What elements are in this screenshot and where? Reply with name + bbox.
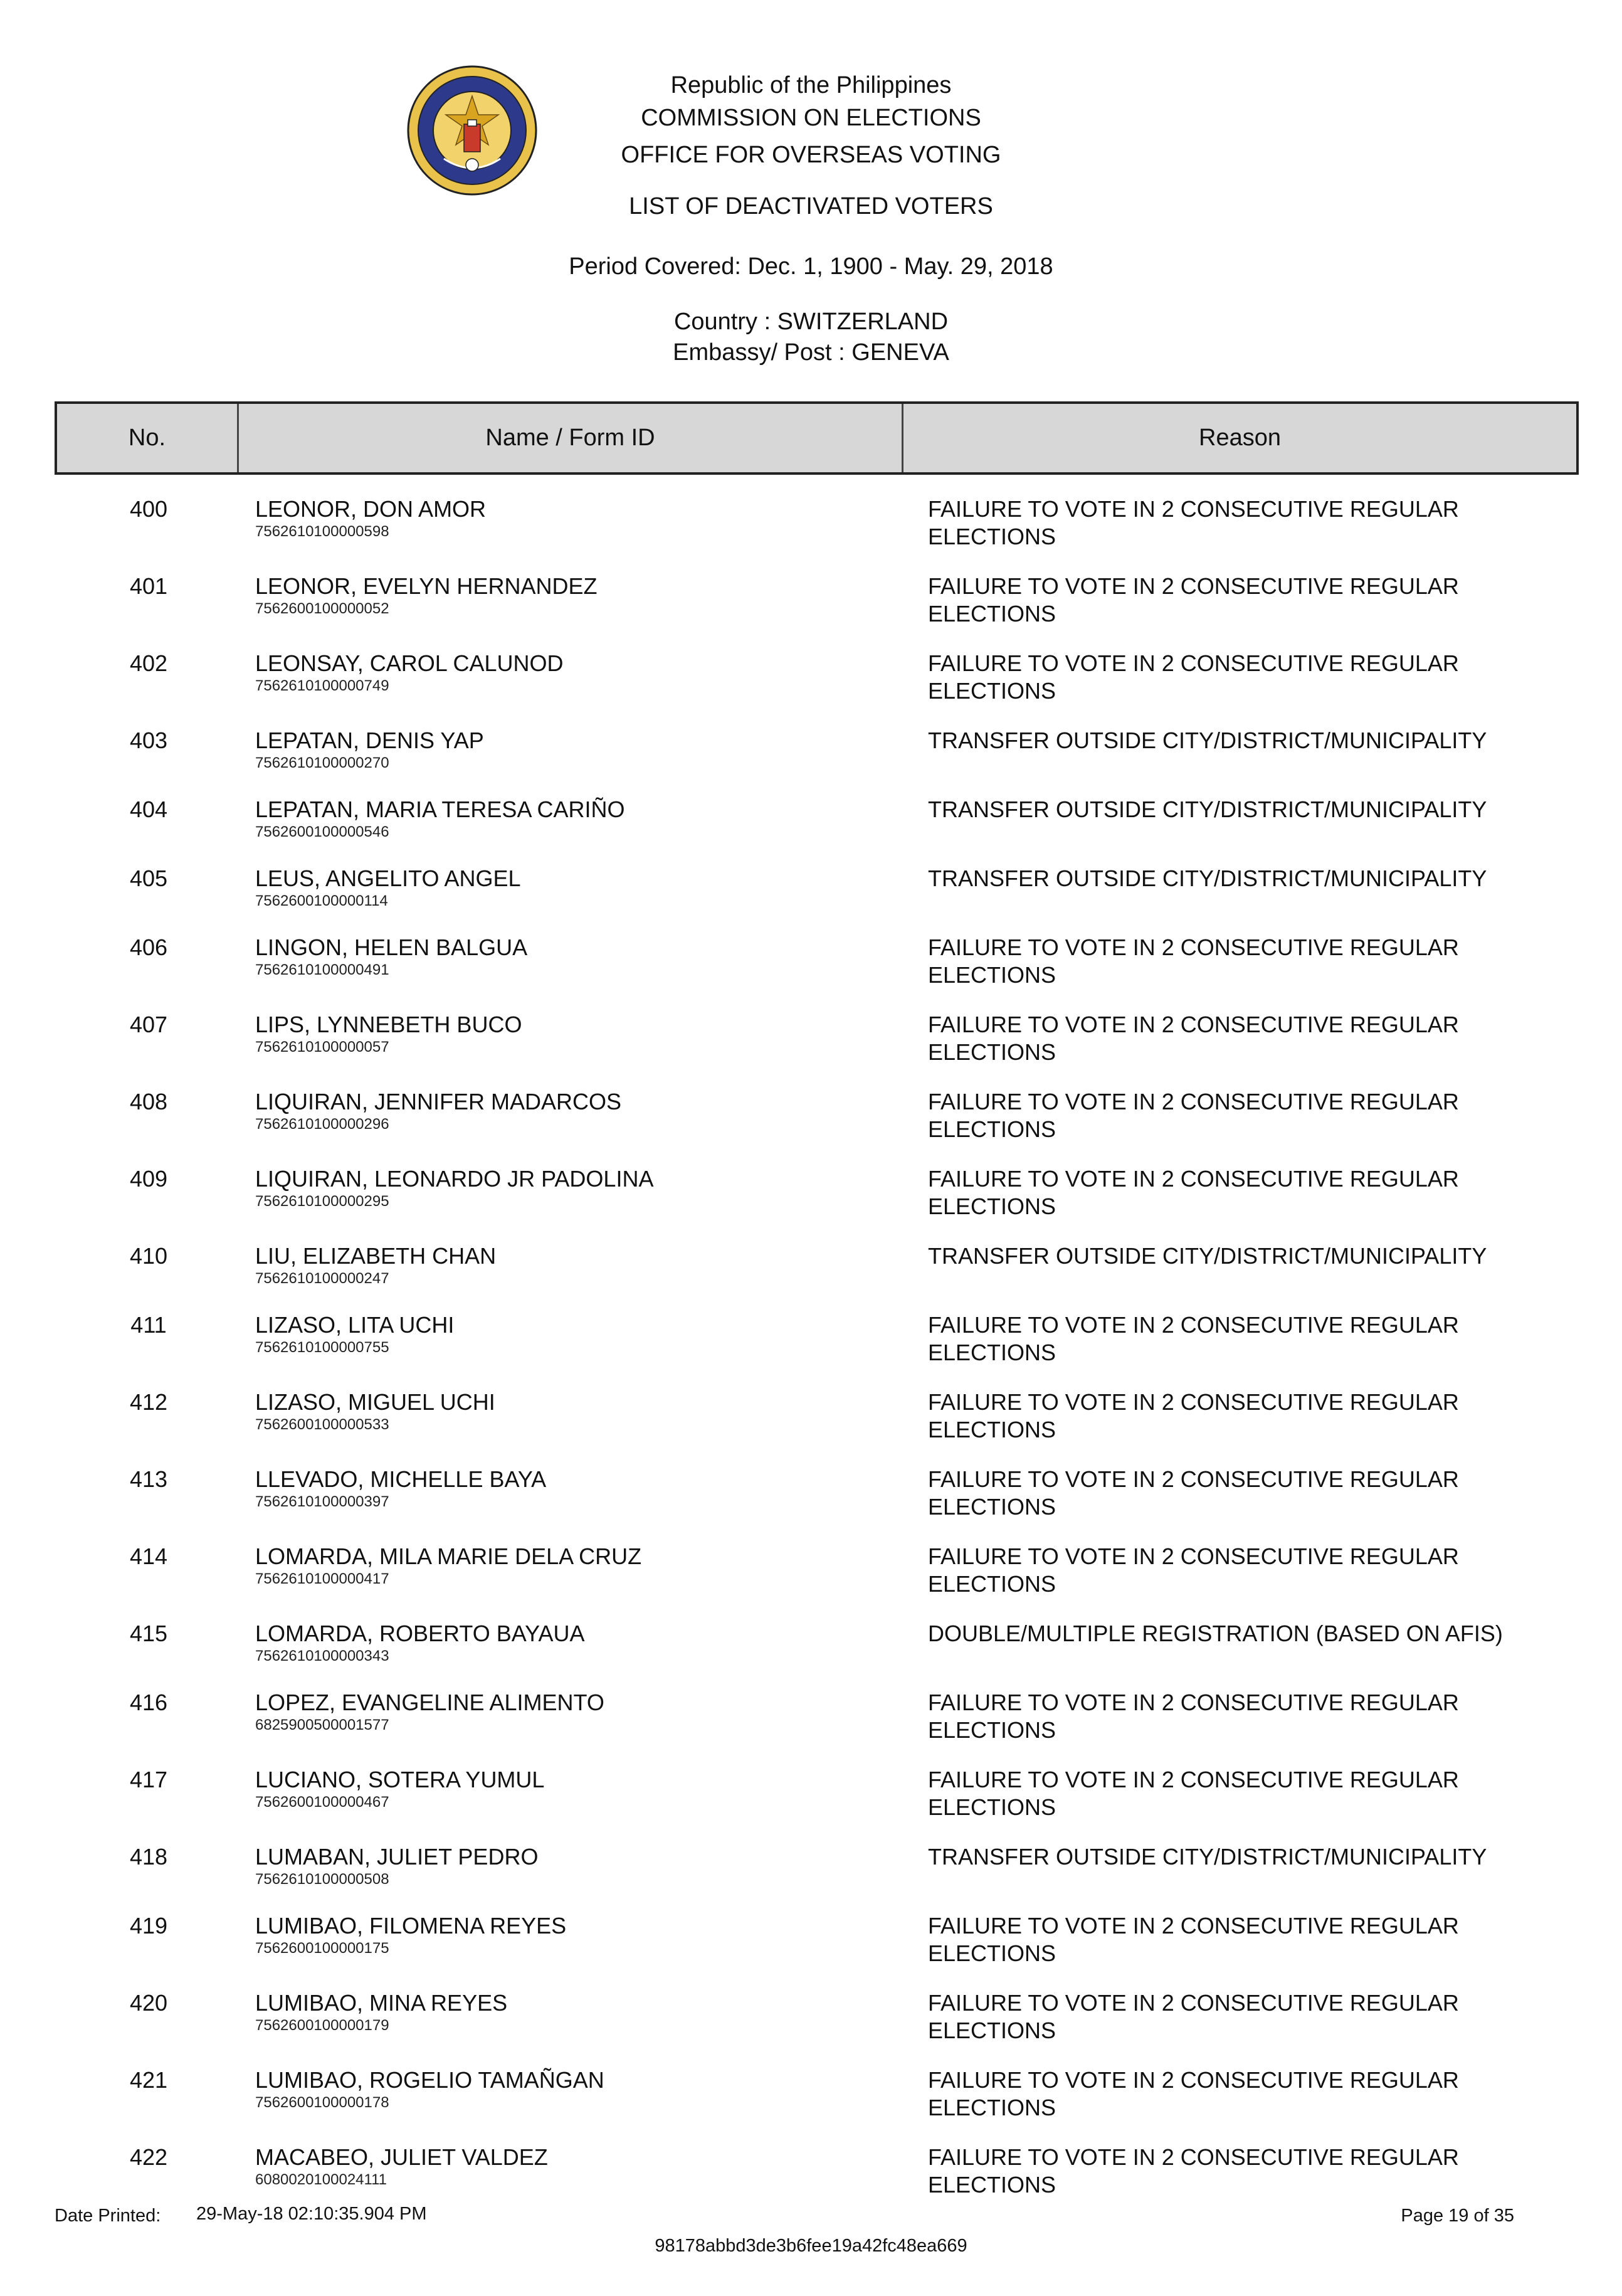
row-form-id: 7562600100000175 xyxy=(255,1940,389,1957)
row-name: LIQUIRAN, LEONARDO JR PADOLINA xyxy=(255,1166,654,1192)
row-form-id: 7562610100000057 xyxy=(255,1039,389,1055)
row-form-id: 7562600100000179 xyxy=(255,2017,389,2034)
row-reason: FAILURE TO VOTE IN 2 CONSECUTIVE REGULAR ELECTIONS xyxy=(928,2067,1459,2120)
header-commission: COMMISSION ON ELECTIONS xyxy=(641,105,981,131)
table-row xyxy=(55,1989,1579,2066)
row-reason: FAILURE TO VOTE IN 2 CONSECUTIVE REGULAR ELECTIONS xyxy=(928,1166,1459,1219)
footer-date-label: Date Printed: xyxy=(55,2206,161,2226)
table-row xyxy=(55,1620,1579,1689)
row-form-id: 7562610100000755 xyxy=(255,1339,389,1356)
row-no: 415 xyxy=(129,1621,168,1646)
col-header-reason: Reason xyxy=(1199,425,1281,451)
row-no: 419 xyxy=(129,1913,168,1939)
footer-date-printed: 29-May-18 02:10:35.904 PM xyxy=(196,2204,427,2224)
row-reason: FAILURE TO VOTE IN 2 CONSECUTIVE REGULAR ELECTIONS xyxy=(928,1466,1459,1520)
row-form-id: 7562600100000467 xyxy=(255,1794,389,1811)
row-name: LEUS, ANGELITO ANGEL xyxy=(255,865,521,891)
row-no: 409 xyxy=(129,1166,168,1192)
row-no: 406 xyxy=(129,934,168,960)
row-name: LIZASO, LITA UCHI xyxy=(255,1312,455,1338)
row-form-id: 7562610100000296 xyxy=(255,1116,389,1133)
row-form-id: 6825900500001577 xyxy=(255,1717,389,1733)
row-no: 412 xyxy=(129,1389,168,1415)
row-name: LLEVADO, MICHELLE BAYA xyxy=(255,1466,547,1492)
row-no: 404 xyxy=(129,796,168,822)
row-name: LOMARDA, MILA MARIE DELA CRUZ xyxy=(255,1543,642,1569)
row-reason: FAILURE TO VOTE IN 2 CONSECUTIVE REGULAR ELECTIONS xyxy=(928,1389,1459,1442)
table-row xyxy=(55,1242,1579,1311)
row-name: MACABEO, JULIET VALDEZ xyxy=(255,2144,548,2170)
row-form-id: 7562600100000052 xyxy=(255,600,389,617)
table-body xyxy=(55,495,1579,2221)
row-reason: FAILURE TO VOTE IN 2 CONSECUTIVE REGULAR ELECTIONS xyxy=(928,496,1459,549)
row-name: LIQUIRAN, JENNIFER MADARCOS xyxy=(255,1089,622,1114)
row-name: LIZASO, MIGUEL UCHI xyxy=(255,1389,495,1415)
table-row xyxy=(55,1011,1579,1088)
row-reason: FAILURE TO VOTE IN 2 CONSECUTIVE REGULAR ELECTIONS xyxy=(928,1012,1459,1065)
row-reason: FAILURE TO VOTE IN 2 CONSECUTIVE REGULAR ELECTIONS xyxy=(928,1767,1459,1820)
table-row xyxy=(55,1389,1579,1466)
row-name: LUMIBAO, ROGELIO TAMAÑGAN xyxy=(255,2067,604,2093)
row-name: LEONOR, EVELYN HERNANDEZ xyxy=(255,573,598,599)
row-name: LUMIBAO, FILOMENA REYES xyxy=(255,1913,567,1939)
row-name: LEPATAN, MARIA TERESA CARIÑO xyxy=(255,796,625,822)
row-reason: TRANSFER OUTSIDE CITY/DISTRICT/MUNICIPALITY xyxy=(928,865,1487,891)
row-no: 420 xyxy=(129,1990,168,2016)
row-no: 413 xyxy=(129,1466,168,1492)
table-row xyxy=(55,1088,1579,1165)
row-name: LUCIANO, SOTERA YUMUL xyxy=(255,1767,545,1792)
row-name: LIPS, LYNNEBETH BUCO xyxy=(255,1012,522,1037)
row-form-id: 7562610100000343 xyxy=(255,1648,389,1664)
row-no: 411 xyxy=(130,1312,167,1338)
row-name: LUMIBAO, MINA REYES xyxy=(255,1990,508,2016)
row-no: 421 xyxy=(129,2067,168,2093)
col-header-name: Name / Form ID xyxy=(239,404,903,472)
row-no: 401 xyxy=(129,573,168,599)
row-name: LEPATAN, DENIS YAP xyxy=(255,727,484,753)
table-row xyxy=(55,495,1579,573)
row-reason: FAILURE TO VOTE IN 2 CONSECUTIVE REGULAR ELECTIONS xyxy=(928,1089,1459,1142)
row-no: 416 xyxy=(129,1690,168,1715)
row-reason: TRANSFER OUTSIDE CITY/DISTRICT/MUNICIPALITY xyxy=(928,796,1487,822)
row-reason: TRANSFER OUTSIDE CITY/DISTRICT/MUNICIPALITY xyxy=(928,1243,1487,1269)
table-row xyxy=(55,796,1579,865)
row-name: LEONSAY, CAROL CALUNOD xyxy=(255,650,564,676)
row-form-id: 7562610100000491 xyxy=(255,961,389,978)
row-form-id: 7562610100000598 xyxy=(255,523,389,540)
row-no: 414 xyxy=(129,1543,168,1569)
row-no: 410 xyxy=(129,1243,168,1269)
row-form-id: 7562610100000247 xyxy=(255,1270,389,1287)
row-reason: TRANSFER OUTSIDE CITY/DISTRICT/MUNICIPALITY xyxy=(928,1844,1487,1870)
row-reason: FAILURE TO VOTE IN 2 CONSECUTIVE REGULAR ELECTIONS xyxy=(928,650,1459,704)
document-title: LIST OF DEACTIVATED VOTERS xyxy=(629,193,993,220)
row-reason: FAILURE TO VOTE IN 2 CONSECUTIVE REGULAR ELECTIONS xyxy=(928,2144,1459,2198)
table-row xyxy=(55,573,1579,650)
row-reason: FAILURE TO VOTE IN 2 CONSECUTIVE REGULAR ELECTIONS xyxy=(928,1913,1459,1966)
row-form-id: 7562600100000178 xyxy=(255,2094,389,2111)
table-row xyxy=(55,727,1579,796)
period-covered: Period Covered: Dec. 1, 1900 - May. 29, 2018 xyxy=(569,253,1053,280)
row-no: 417 xyxy=(129,1767,168,1792)
row-name: LOPEZ, EVANGELINE ALIMENTO xyxy=(255,1690,604,1715)
table-row xyxy=(55,1543,1579,1620)
row-form-id: 7562600100000114 xyxy=(255,892,388,909)
row-form-id: 6080020100024111 xyxy=(255,2171,387,2188)
row-no: 400 xyxy=(129,496,168,522)
row-form-id: 7562610100000295 xyxy=(255,1193,389,1210)
table-row xyxy=(55,1766,1579,1843)
row-no: 403 xyxy=(129,727,168,753)
table-row xyxy=(55,1466,1579,1543)
row-reason: DOUBLE/MULTIPLE REGISTRATION (BASED ON AFIS) xyxy=(928,1621,1503,1646)
row-no: 405 xyxy=(129,865,168,891)
row-form-id: 7562610100000508 xyxy=(255,1871,389,1888)
table-row xyxy=(55,865,1579,934)
row-name: LIU, ELIZABETH CHAN xyxy=(255,1243,497,1269)
header-republic: Republic of the Philippines xyxy=(670,72,952,98)
row-name: LOMARDA, ROBERTO BAYAUA xyxy=(255,1621,585,1646)
row-form-id: 7562600100000533 xyxy=(255,1416,389,1433)
row-form-id: 7562610100000270 xyxy=(255,754,389,771)
country-line: Country : SWITZERLAND xyxy=(673,309,949,335)
table-row xyxy=(55,1311,1579,1389)
col-header-no: No. xyxy=(57,404,239,472)
row-no: 402 xyxy=(129,650,168,676)
post-line: Embassy/ Post : GENEVA xyxy=(673,339,949,366)
table-row xyxy=(55,1689,1579,1766)
row-reason: FAILURE TO VOTE IN 2 CONSECUTIVE REGULAR ELECTIONS xyxy=(928,1990,1459,2043)
row-reason: FAILURE TO VOTE IN 2 CONSECUTIVE REGULAR ELECTIONS xyxy=(928,1543,1459,1597)
table-row xyxy=(55,1843,1579,1912)
row-no: 408 xyxy=(129,1089,168,1114)
row-name: LUMABAN, JULIET PEDRO xyxy=(255,1844,539,1870)
row-reason: FAILURE TO VOTE IN 2 CONSECUTIVE REGULAR ELECTIONS xyxy=(928,934,1459,988)
row-no: 418 xyxy=(129,1844,168,1870)
row-reason: TRANSFER OUTSIDE CITY/DISTRICT/MUNICIPALITY xyxy=(928,727,1487,753)
row-reason: FAILURE TO VOTE IN 2 CONSECUTIVE REGULAR ELECTIONS xyxy=(928,1312,1459,1365)
row-no: 422 xyxy=(129,2144,168,2170)
row-form-id: 7562610100000749 xyxy=(255,677,389,694)
row-name: LINGON, HELEN BALGUA xyxy=(255,934,528,960)
header-office: OFFICE FOR OVERSEAS VOTING xyxy=(621,142,1001,168)
table-header xyxy=(55,401,1579,475)
row-form-id: 7562600100000546 xyxy=(255,823,389,840)
footer-hash: 98178abbd3de3b6fee19a42fc48ea669 xyxy=(655,2236,967,2256)
row-reason: FAILURE TO VOTE IN 2 CONSECUTIVE REGULAR ELECTIONS xyxy=(928,573,1459,627)
row-form-id: 7562610100000397 xyxy=(255,1493,389,1510)
table-row xyxy=(55,650,1579,727)
table-row xyxy=(55,1165,1579,1242)
row-reason: FAILURE TO VOTE IN 2 CONSECUTIVE REGULAR ELECTIONS xyxy=(928,1690,1459,1743)
row-form-id: 7562610100000417 xyxy=(255,1570,389,1587)
table-row xyxy=(55,1912,1579,1989)
footer-page-number: Page 19 of 35 xyxy=(1401,2206,1514,2226)
row-no: 407 xyxy=(129,1012,168,1037)
table-row xyxy=(55,934,1579,1011)
table-row xyxy=(55,2066,1579,2144)
row-name: LEONOR, DON AMOR xyxy=(255,496,487,522)
